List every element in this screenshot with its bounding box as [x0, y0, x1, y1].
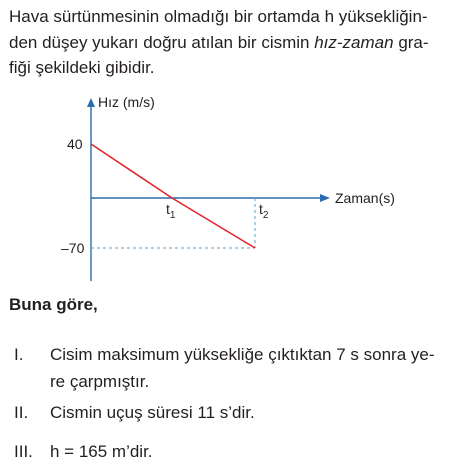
- statement-1: [14, 343, 454, 395]
- intro-line-2-start: den düşey yukarı doğru atılan bir cismin: [9, 32, 315, 52]
- statement-2: [14, 401, 454, 425]
- x-axis-label: Zaman(s): [335, 190, 395, 206]
- statement-text: Cismin uçuş süresi 11 s’dir.: [50, 403, 255, 422]
- velocity-series-line: [91, 144, 255, 248]
- velocity-time-graph: [0, 92, 463, 292]
- statement-number: III.: [14, 442, 33, 461]
- x-tick-t2: $t_2$: [259, 201, 269, 221]
- y-tick-minus70: –70: [61, 240, 85, 256]
- intro-line-1: Hava sürtünmesinin olmadığı bir ortamda h yüksekliğin-: [9, 7, 428, 26]
- y-tick-40: 40: [67, 136, 83, 152]
- intro-line-2: [9, 30, 457, 56]
- statement-text-continued: re çarpmıştır.: [50, 372, 150, 391]
- intro-italic: hız-zaman: [314, 32, 394, 52]
- lead-in: Buna göre,: [9, 295, 98, 314]
- statement-text: Cisim maksimum yüksekliğe çıktıktan 7 s sonra ye-: [50, 345, 435, 364]
- intro-line-3: fiği şekildeki gibidir.: [9, 58, 155, 77]
- statement-text: h = 165 m’dir.: [50, 442, 153, 461]
- y-axis-label: Hız (m/s): [98, 94, 155, 110]
- statement-number: II.: [14, 403, 29, 422]
- y-axis-arrow-icon: [87, 98, 95, 107]
- question-intro: [9, 4, 457, 81]
- statement-number: I.: [14, 345, 24, 364]
- x-axis-arrow-icon: [320, 194, 330, 202]
- x-tick-t1: $t_1$: [166, 201, 176, 221]
- statement-3: [14, 440, 454, 464]
- graph-svg: [0, 92, 463, 292]
- intro-line-2-end: gra-: [393, 32, 429, 52]
